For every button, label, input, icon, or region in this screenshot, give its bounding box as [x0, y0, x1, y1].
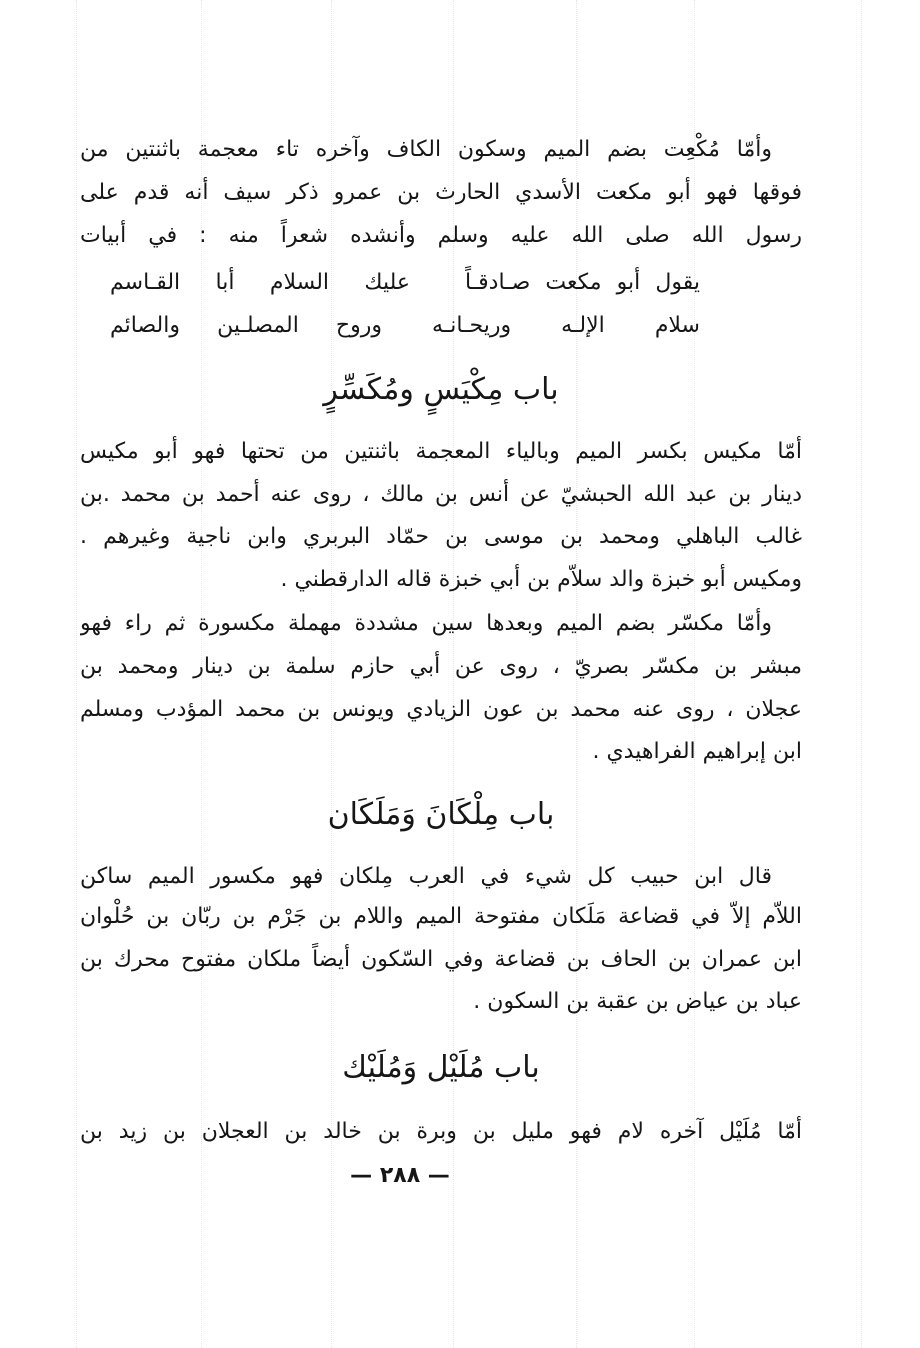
poem-verse-2-second-hemistich: وروح المصلـين والصائم	[110, 313, 382, 338]
section-heading: باب مُلَيْل وَمُلَيْك	[342, 1050, 540, 1085]
scan-guide-line	[861, 0, 862, 1348]
poem-verse-1-second-hemistich: عليك السلام أبا القـاسم	[110, 270, 410, 295]
paragraph-line: عجلان ، روى عنه محمد بن عون الزيادي ويونس بن محمد المؤدب ومسلم	[80, 697, 802, 722]
paragraph-line: أمّا مُلَيْل آخره لام فهو مليل بن وبرة بن خالد بن العجلان بن زيد بن	[80, 1119, 802, 1144]
section-heading: باب مِلْكَانَ وَمَلَكَان	[327, 797, 555, 832]
page-number: — ٢٨٨ —	[350, 1163, 450, 1188]
paragraph-line: عباد بن عياض بن عقبة بن السكون .	[473, 989, 802, 1014]
paragraph-line: دينار بن عبد الله الحبشيّ عن أنس بن مالك ، روى عنه أحمد بن محمد .بن	[80, 482, 802, 507]
paragraph-line: رسول الله صلى الله عليه وسلم وأنشده شعراً منه : في أبيات	[80, 223, 802, 248]
paragraph-line: ومكيس أبو خبزة والد سلاّم بن أبي خبزة قاله الدارقطني .	[280, 567, 802, 592]
paragraph-line: أمّا مكيس بكسر الميم وبالياء المعجمة باثنتين من تحتها فهو أبو مكيس	[80, 439, 802, 464]
paragraph-line: غالب الباهلي ومحمد بن موسى بن حمّاد البربري وابن ناجية وغيرهم .	[80, 524, 802, 549]
poem-verse-1-first-hemistich: يقول أبو مكعت صـادقـاً	[465, 270, 700, 295]
paragraph-line: ابن عمران بن الحاف بن قضاعة وفي السّكون أيضاً ملكان مفتوح محرك بن	[80, 947, 802, 972]
paragraph-line: قال ابن حبيب كل شيء في العرب مِلكان فهو مكسور الميم ساكن	[80, 864, 772, 889]
paragraph-line: وأمّا مكسّر بضم الميم وبعدها سين مشددة مهملة مكسورة ثم راء فهو	[80, 611, 772, 636]
paragraph-line: فوقها فهو أبو مكعت الأسدي الحارث بن عمرو ذكر سيف أنه قدم على	[80, 180, 802, 205]
section-heading: باب مِكْيَسٍ ومُكَسِّرٍ	[323, 372, 559, 407]
poem-verse-2-first-hemistich: سلام الإلـه وريحـانـه	[432, 313, 700, 338]
paragraph-line: مبشر بن مكسّر بصريّ ، روى عن أبي حازم سلمة بن دينار ومحمد بن	[80, 654, 802, 679]
paragraph-line: وأمّا مُكْعِت بضم الميم وسكون الكاف وآخره تاء معجمة باثنتين من	[80, 137, 772, 162]
scan-guide-line	[76, 0, 77, 1348]
paragraph-line: ابن إبراهيم الفراهيدي .	[592, 739, 802, 764]
paragraph-line: اللاّم إلاّ في قضاعة مَلَكان مفتوحة الميم واللام بن جَرْم بن ربّان بن حُلْوان	[80, 904, 802, 929]
